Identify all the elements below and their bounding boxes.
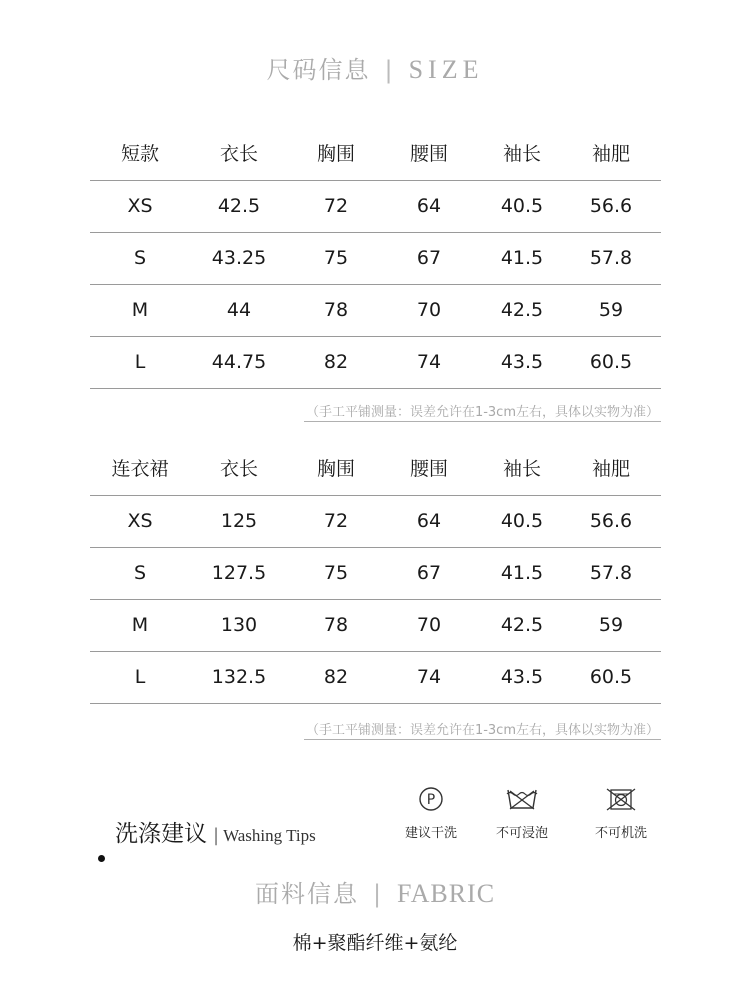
fabric-title-cn: 面料信息	[254, 880, 359, 908]
care-label: 建议干洗	[404, 826, 457, 841]
care-item-no-soak	[472, 786, 572, 841]
size-title-en: SIZE	[408, 55, 484, 84]
table-cell: 59	[598, 299, 624, 321]
table-cell: 40.5	[500, 510, 544, 532]
table-cell: 130	[220, 614, 258, 636]
table-cell: 56.6	[589, 510, 633, 532]
header-cell: 袖肥	[591, 143, 631, 165]
table-cell: 43.5	[500, 351, 544, 373]
measurement-note: （手工平铺测量：误差允许在1-3cm左右，具体以实物为准）	[304, 401, 661, 422]
table-cell: S	[133, 247, 147, 269]
table-cell: 60.5	[589, 666, 633, 688]
table-cell: 59	[598, 614, 624, 636]
measurement-note: （手工平铺测量：误差允许在1-3cm左右，具体以实物为准）	[304, 719, 661, 740]
table-cell: 42.5	[500, 614, 544, 636]
header-cell: 衣长	[219, 143, 259, 165]
table-cell: 127.5	[211, 562, 267, 584]
table-cell: 43.5	[500, 666, 544, 688]
table-cell: 60.5	[589, 351, 633, 373]
table-cell: 41.5	[500, 247, 544, 269]
size-title-cn: 尺码信息	[266, 56, 371, 84]
table-cell: 57.8	[589, 562, 633, 584]
dress-size-table	[90, 444, 661, 704]
table-cell: 75	[323, 562, 349, 584]
table-cell: 64	[416, 195, 442, 217]
table-cell: 82	[323, 666, 349, 688]
care-label: 不可浸泡	[495, 826, 548, 841]
header-cell: 短款	[120, 143, 160, 165]
table-cell: 70	[416, 614, 442, 636]
header-cell: 连衣裙	[111, 458, 169, 480]
table-row	[90, 233, 661, 285]
table-row	[90, 337, 661, 389]
table-cell: 72	[323, 510, 349, 532]
table-cell: XS	[127, 195, 153, 217]
fabric-title-separator: |	[372, 880, 384, 908]
washing-title-separator: |	[213, 825, 220, 846]
table-cell: XS	[127, 510, 153, 532]
table-row	[90, 548, 661, 600]
table-cell: 44	[226, 299, 252, 321]
no-soak-icon	[472, 786, 572, 812]
dry-clean-p-icon	[381, 786, 481, 812]
fabric-title-en: FABRIC	[397, 879, 496, 908]
header-cell: 腰围	[409, 143, 449, 165]
table-header-row	[90, 444, 661, 496]
table-cell: 56.6	[589, 195, 633, 217]
table-cell: 74	[416, 351, 442, 373]
header-cell: 袖长	[502, 458, 542, 480]
table-cell: 42.5	[500, 299, 544, 321]
table-cell: M	[131, 299, 149, 321]
care-label: 不可机洗	[594, 826, 647, 841]
table-cell: L	[134, 351, 146, 373]
no-machine-wash-icon	[571, 786, 671, 812]
table-header-row	[90, 129, 661, 181]
table-row	[90, 652, 661, 704]
care-item-dry-clean	[381, 786, 481, 841]
size-section-title	[0, 50, 750, 85]
table-cell: 40.5	[500, 195, 544, 217]
svg-text:P: P	[426, 792, 436, 808]
short-size-table	[90, 129, 661, 389]
table-cell: 132.5	[211, 666, 267, 688]
table-cell: 70	[416, 299, 442, 321]
table-cell: 41.5	[500, 562, 544, 584]
table-cell: 74	[416, 666, 442, 688]
table-cell: 75	[323, 247, 349, 269]
bullet-dot	[98, 855, 105, 862]
table-cell: 78	[323, 299, 349, 321]
table-row	[90, 285, 661, 337]
table-cell: L	[134, 666, 146, 688]
care-item-no-machine-wash	[571, 786, 671, 841]
header-cell: 胸围	[316, 143, 356, 165]
table-cell: 78	[323, 614, 349, 636]
washing-title-en: Washing Tips	[223, 826, 316, 845]
table-cell: 67	[416, 562, 442, 584]
table-row	[90, 496, 661, 548]
header-cell: 袖长	[502, 143, 542, 165]
table-cell: 125	[220, 510, 258, 532]
header-cell: 腰围	[409, 458, 449, 480]
table-cell: M	[131, 614, 149, 636]
table-cell: 67	[416, 247, 442, 269]
table-cell: 42.5	[217, 195, 261, 217]
fabric-composition: 棉+聚酯纤维+氨纶	[292, 932, 458, 954]
washing-title-cn: 洗涤建议	[115, 821, 207, 847]
table-cell: 57.8	[589, 247, 633, 269]
table-row	[90, 181, 661, 233]
table-cell: 44.75	[211, 351, 267, 373]
header-cell: 衣长	[219, 458, 259, 480]
fabric-section-title	[0, 874, 750, 909]
table-cell: 72	[323, 195, 349, 217]
table-row	[90, 600, 661, 652]
table-cell: 64	[416, 510, 442, 532]
header-cell: 袖肥	[591, 458, 631, 480]
table-cell: 82	[323, 351, 349, 373]
table-cell: 43.25	[211, 247, 267, 269]
table-cell: S	[133, 562, 147, 584]
washing-tips-title	[115, 815, 316, 848]
size-title-separator: |	[384, 56, 395, 84]
header-cell: 胸围	[316, 458, 356, 480]
